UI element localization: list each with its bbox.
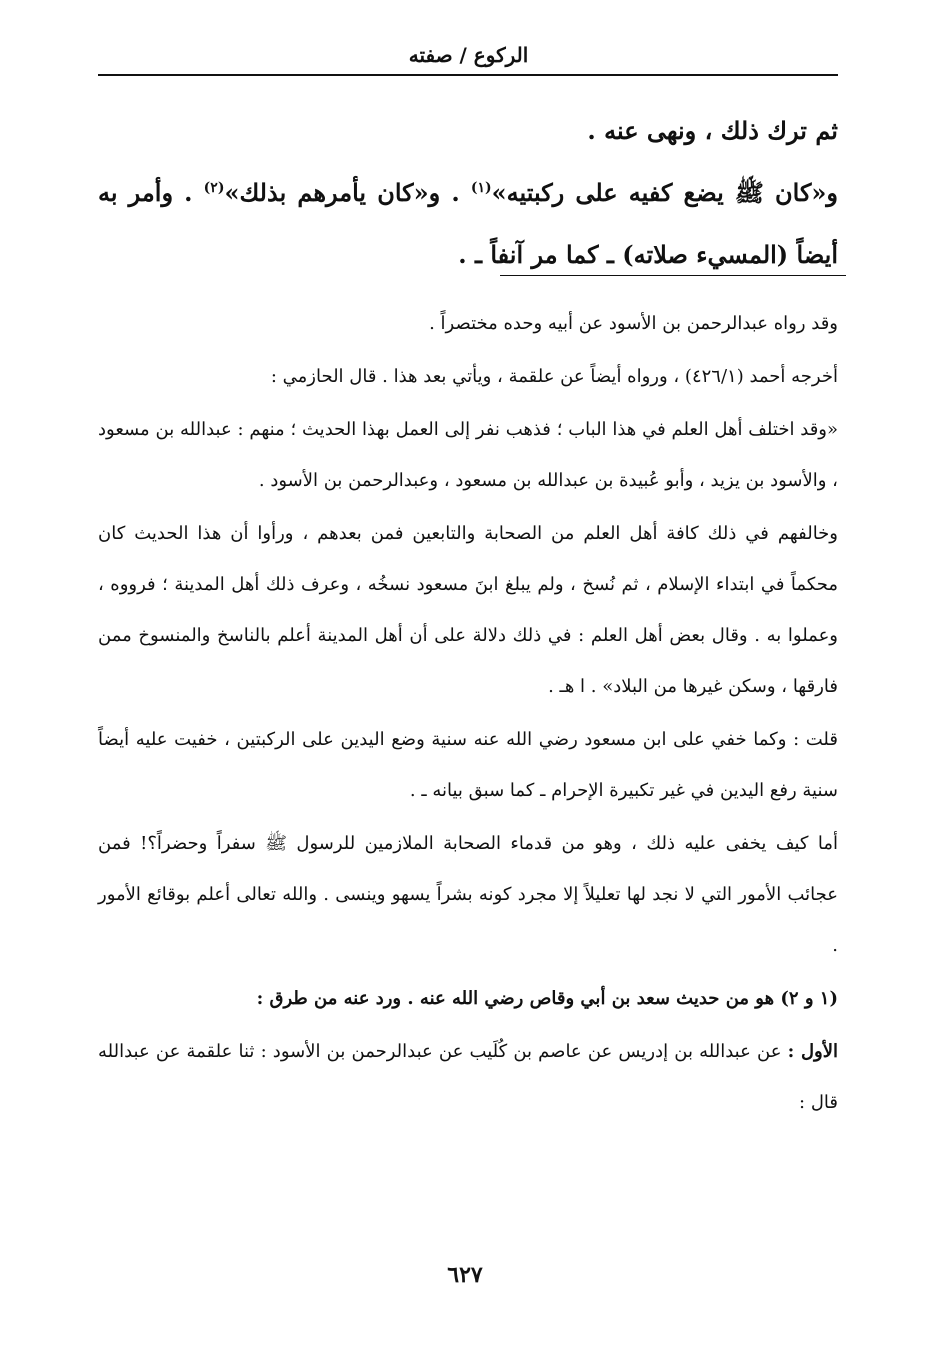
main-text-segment: . وأمر به أيضاً (المسيء صلاته) ـ كما مر آنفاً ـ .	[98, 178, 838, 269]
footnote-paragraph	[98, 1026, 838, 1128]
footnote-1-2-heading: (١ و ٢) هو من حديث سعد بن أبي وقاص رضي الله عنه . ورد عنه من طرق :	[256, 988, 838, 1009]
header-rule	[98, 74, 838, 76]
footnote-ref-1: (١)	[470, 180, 492, 196]
footnote-separator-rule	[500, 275, 846, 276]
main-paragraph-2	[98, 162, 838, 286]
footnote-paragraph: قلت : وكما خفي على ابن مسعود رضي الله عنه سنية وضع اليدين على الركبتين ، خفيت عليه أيضاً سنية رفع اليدين في غير تكبيرة الإحرام ـ كما سبق بيانه ـ .	[98, 729, 838, 801]
footnote-text-segment: عن عبدالله بن إدريس عن عاصم بن كُلَيب عن عبدالرحمن بن الأسود : ثنا علقمة عن عبدالله قال :	[98, 1041, 838, 1113]
footnote-paragraph: وقد رواه عبدالرحمن بن الأسود عن أبيه وحده مختصراً .	[429, 313, 838, 334]
main-text-segment: . و«كان يأمرهم بذلك»	[224, 178, 471, 207]
footnote-paragraph: وخالفهم في ذلك كافة أهل العلم من الصحابة والتابعين فمن بعدهم ، ورأوا أن هذا الحديث كان محكماً في ابتداء الإسلام ، ثم نُسخ ، ولم يبلغ ابنَ مسعود نسخُه ، وعرف ذلك أهل المدينة ؛ فرووه ، وعملوا به . وقال بعض أهل العلم : في ذلك دلالة على أن أهل المدينة أعلم بالناسخ والمنسوخ ممن فارقها ، وسكن غيرها من البلاد» . ا هـ .	[98, 523, 838, 697]
footnote-paragraph: أما كيف يخفى عليه ذلك ، وهو من قدماء الصحابة الملازمين للرسول ﷺ سفراً وحضراً؟! فمن عجائب الأمور التي لا نجد لها تعليلاً إلا مجرد كونه بشراً يسهو وينسى . والله تعالى أعلم بوقائع الأمور .	[98, 833, 838, 956]
running-header-title: الركوع / صفته	[408, 43, 529, 67]
footnote-ref-2: (٢)	[203, 180, 225, 196]
footnotes-block	[98, 298, 838, 1130]
page-number: ٦٢٧	[447, 1262, 483, 1288]
footnote-paragraph: أخرجه أحمد (٤٢٦/١) ، ورواه أيضاً عن علقمة ، ويأتي بعد هذا . قال الحازمي :	[270, 366, 838, 387]
footnote-label-first: الأول :	[787, 1041, 838, 1062]
main-line-1: ثم ترك ذلك ، ونهى عنه .	[587, 116, 838, 145]
main-text-segment: و«كان ﷺ يضع كفيه على ركبتيه»	[491, 178, 839, 207]
main-text-block	[98, 100, 838, 286]
footnote-quote-paragraph: «وقد اختلف أهل العلم في هذا الباب ؛ فذهب نفر إلى العمل بهذا الحديث ؛ منهم : عبدالله بن مسعود ، والأسود بن يزيد ، وأبو عُبيدة بن عبدالله بن مسعود ، وعبدالرحمن بن الأسود .	[98, 419, 838, 491]
